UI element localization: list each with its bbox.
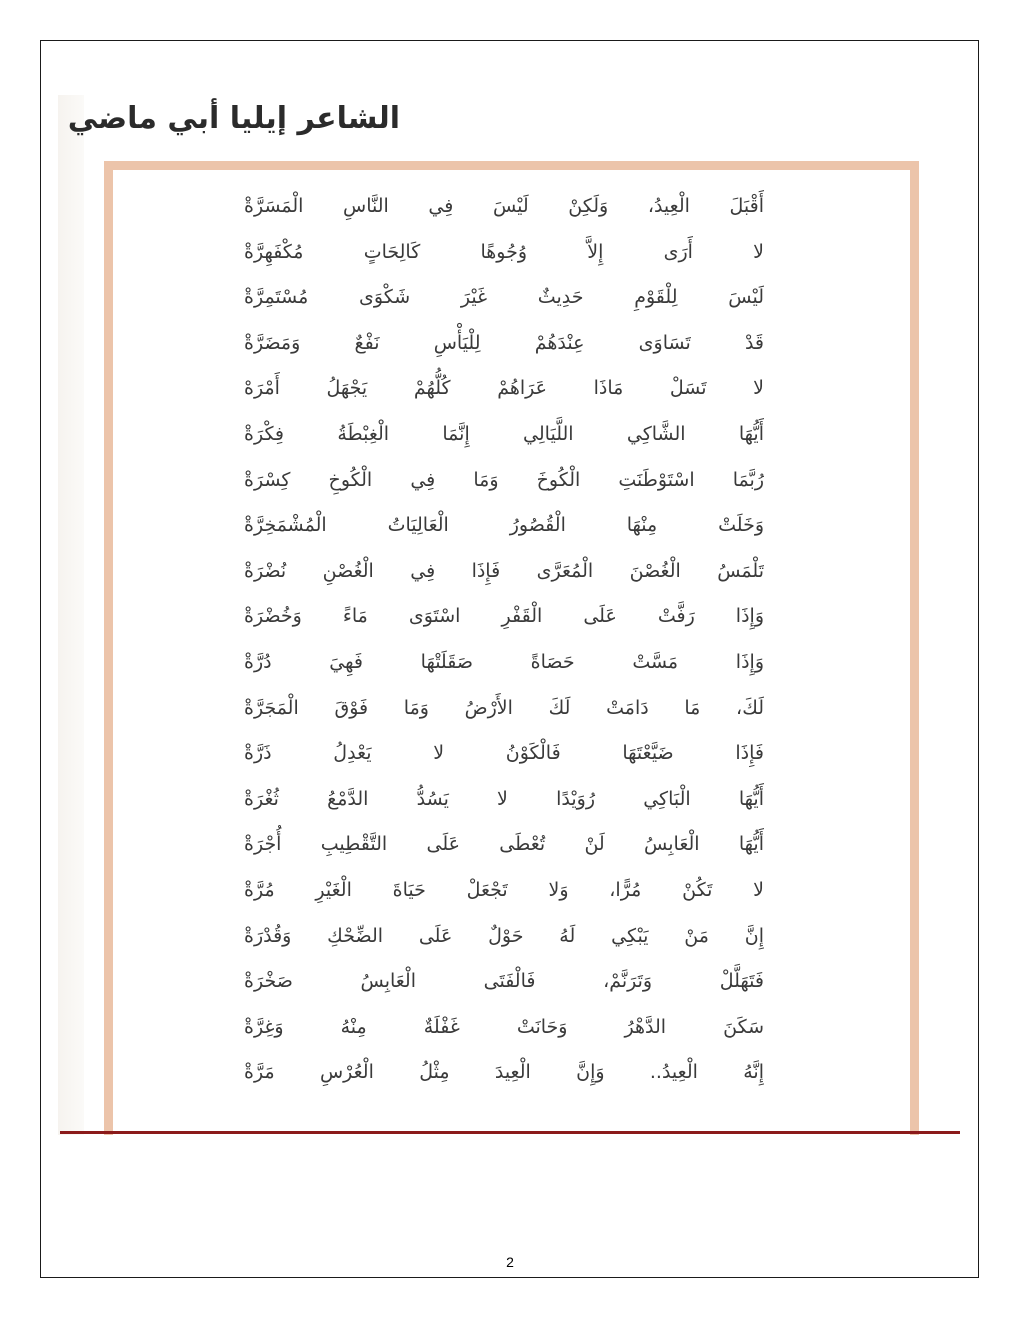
poem-verse: لا أَرَى إِلاَّ وُجُوهًا كَالِحَاتٍ مُكْفَهِرَّةْ — [244, 240, 764, 263]
poem-verse: أَقْبَلَ الْعِيدُ، وَلَكِنْ لَيْسَ فِي النَّاسِ الْمَسَرَّةْ — [244, 195, 764, 217]
footer-rule — [60, 1131, 960, 1134]
poem-verse: سَكَنَ الدَّهْرُ وَحَانَتْ غَفْلَةٌ مِنْهُ وَغِرَّةْ — [244, 1015, 764, 1038]
poem — [244, 184, 764, 1096]
poem-verse: قَدْ تَسَاوَى عِنْدَهُمْ لِلْيَأْسِ نَفْعٌ وَمَضَرَّةْ — [244, 331, 764, 354]
poem-verse: أَيُّهَا الْعَابِسُ لَنْ تُعْطَى عَلَى التَّقْطِيبِ أُجْرَةْ — [244, 833, 764, 856]
left-margin-strip — [58, 95, 84, 1135]
poem-verse: تَلْمَسُ الْغُصْنَ الْمُعَرَّى فَإِذَا فِي الْغُصْنِ نُضْرَةْ — [244, 559, 764, 582]
poem-verse: إِنَّ مَنْ يَبْكِي لَهُ حَوْلٌ عَلَى الضِّحْكِ وَقُدْرَةْ — [244, 924, 764, 947]
poem-verse: إِنَّهُ الْعِيدُ.. وَإِنَّ الْعِيدَ مِثْلُ الْعُرْسِ مَرَّةْ — [244, 1061, 764, 1084]
poem-verse: فَتَهَلَّلْ وَتَرَنَّمْ، فَالْفَتَى الْعَابِسُ صَخْرَةْ — [244, 970, 764, 993]
page-title: الشاعر إيليا أبي ماضي — [67, 101, 400, 136]
poem-verse: وَإِذَا مَسَّتْ حَصَاةً صَقَلَتْهَا فَهِيَ دُرَّةْ — [244, 650, 764, 673]
poem-verse: رُبَّمَا اسْتَوْطَنَتِ الْكُوخَ وَمَا فِي الْكُوخِ كِسْرَةْ — [244, 468, 764, 491]
page-number: 2 — [506, 1254, 514, 1270]
poem-verse: أَيُّهَا الْبَاكِي رُوَيْدًا لا يَسُدُّ الدَّمْعُ ثُغْرَةْ — [244, 787, 764, 810]
poem-verse: لا تَسَلْ مَاذَا عَرَاهُمْ كُلُّهُمْ يَجْهَلُ أَمْرَهْ — [244, 377, 764, 400]
poem-verse: وَإِذَا رَفَّتْ عَلَى الْقَفْرِ اسْتَوَى مَاءً وَخُضْرَةْ — [244, 605, 764, 628]
poem-verse: وَخَلَتْ مِنْهَا الْقُصُورُ الْعَالِيَاتُ الْمُشْمَخِرَّةْ — [244, 514, 764, 537]
poem-verse: لَكَ، مَا دَامَتْ لَكَ الأَرْضُ وَمَا فَوْقَ الْمَجَرَّةْ — [244, 696, 764, 719]
poem-verse: لَيْسَ لِلْقَوْمِ حَدِيثٌ غَيْرَ شَكْوَى مُسْتَمِرَّةْ — [244, 286, 764, 309]
poem-verse: لا تَكُنْ مُرًّا، وَلا تَجْعَلْ حَيَاةَ الْغَيْرِ مُرَّةْ — [244, 878, 764, 901]
poem-verse: أَيُّهَا الشَّاكِي اللَّيَالِي إِنَّمَا الْغِبْطَةُ فِكْرَةْ — [244, 422, 764, 445]
poem-verse: فَإِذَا ضَيَّعْتَهَا فَالْكَوْنُ لا يَعْدِلُ ذَرَّةْ — [244, 742, 764, 765]
